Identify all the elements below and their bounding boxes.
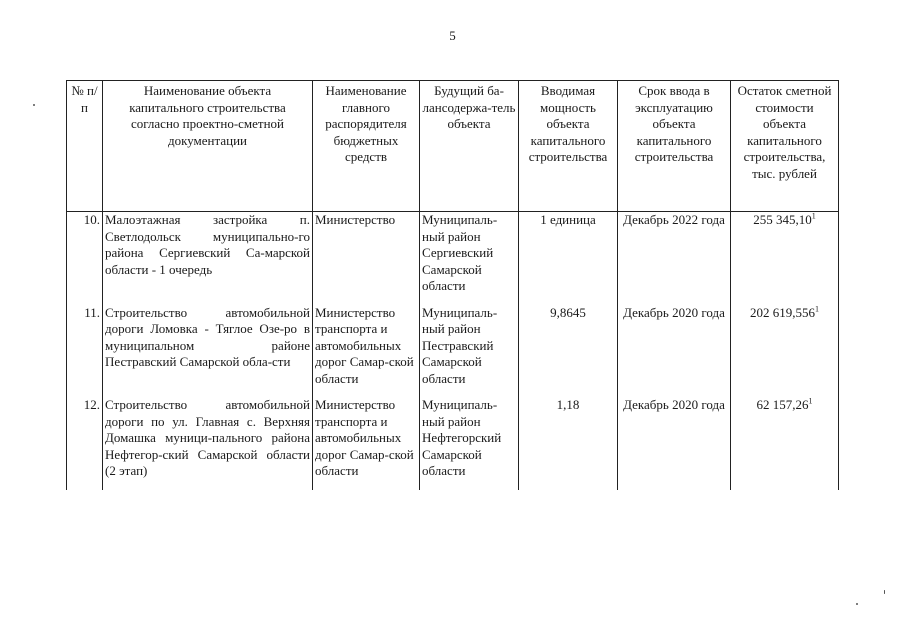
future-holder: Муниципаль-ный район Сергиевский Самарской области [420,212,519,305]
capital-construction-table [66,80,839,490]
remaining-cost-cell [731,212,839,305]
row-number: 11. [67,305,103,398]
deadline: Декабрь 2022 года [618,212,731,305]
budget-manager: Министерство транспорта и автомобильных дорог Самар-ской области [313,305,420,398]
deadline: Декабрь 2020 года [618,305,731,398]
scan-speck [884,590,885,594]
scan-speck [33,104,35,106]
remaining-cost-cell [731,305,839,398]
future-holder: Муниципаль-ный район Пестравский Самарской области [420,305,519,398]
object-name: Малоэтажная застройка п. Светлодольск муниципально-го района Сергиевский Са-марской области - 1 очередь [103,212,313,305]
capacity: 1 единица [519,212,618,305]
header-remaining-cost: Остаток сметной стоимости объекта капитального строительства, тыс. рублей [731,81,839,212]
budget-manager: Министерство транспорта и автомобильных дорог Самар-ской области [313,397,420,490]
table-row [67,397,839,490]
remaining-cost: 255 345,10 [753,212,812,227]
remaining-cost: 202 619,556 [750,304,815,320]
object-name: Строительство автомобильной дороги Ломовка - Тяглое Озе-ро в муниципальном районе Пестравский Самарской обла-сти [103,305,313,398]
table-header-row [67,81,839,212]
footnote-mark: 1 [811,211,816,221]
header-deadline: Срок ввода в эксплуатацию объекта капитального строительства [618,81,731,212]
future-holder: Муниципаль-ный район Нефтегорский Самарской области [420,397,519,490]
row-number: 10. [67,212,103,305]
page-number: 5 [449,28,456,43]
capacity: 9,8645 [519,305,618,398]
header-num: № п/п [67,81,103,212]
object-name: Строительство автомобильной дороги по ул. Главная с. Верхняя Домашка муници-пального района Нефтегор-ский Самарской области (2 этап) [103,397,313,490]
deadline: Декабрь 2020 года [618,397,731,490]
header-future-holder: Будущий ба-лансодержа-тель объекта [420,81,519,212]
capacity: 1,18 [519,397,618,490]
table-row [67,212,839,305]
remaining-cost: 62 157,26 [756,397,809,412]
footnote-mark: 1 [808,396,813,406]
header-capacity: Вводимая мощность объекта капитального строительства [519,81,618,212]
footnote-mark: 1 [815,304,819,314]
header-budget-manager: Наименование главного распорядителя бюджетных средств [313,81,420,212]
scan-speck [856,603,858,605]
header-object-name: Наименование объекта капитального строительства согласно проектно-сметной документации [103,81,313,212]
table-row [67,305,839,398]
budget-manager: Министерство [313,212,420,305]
row-number: 12. [67,397,103,490]
remaining-cost-cell [731,397,839,490]
